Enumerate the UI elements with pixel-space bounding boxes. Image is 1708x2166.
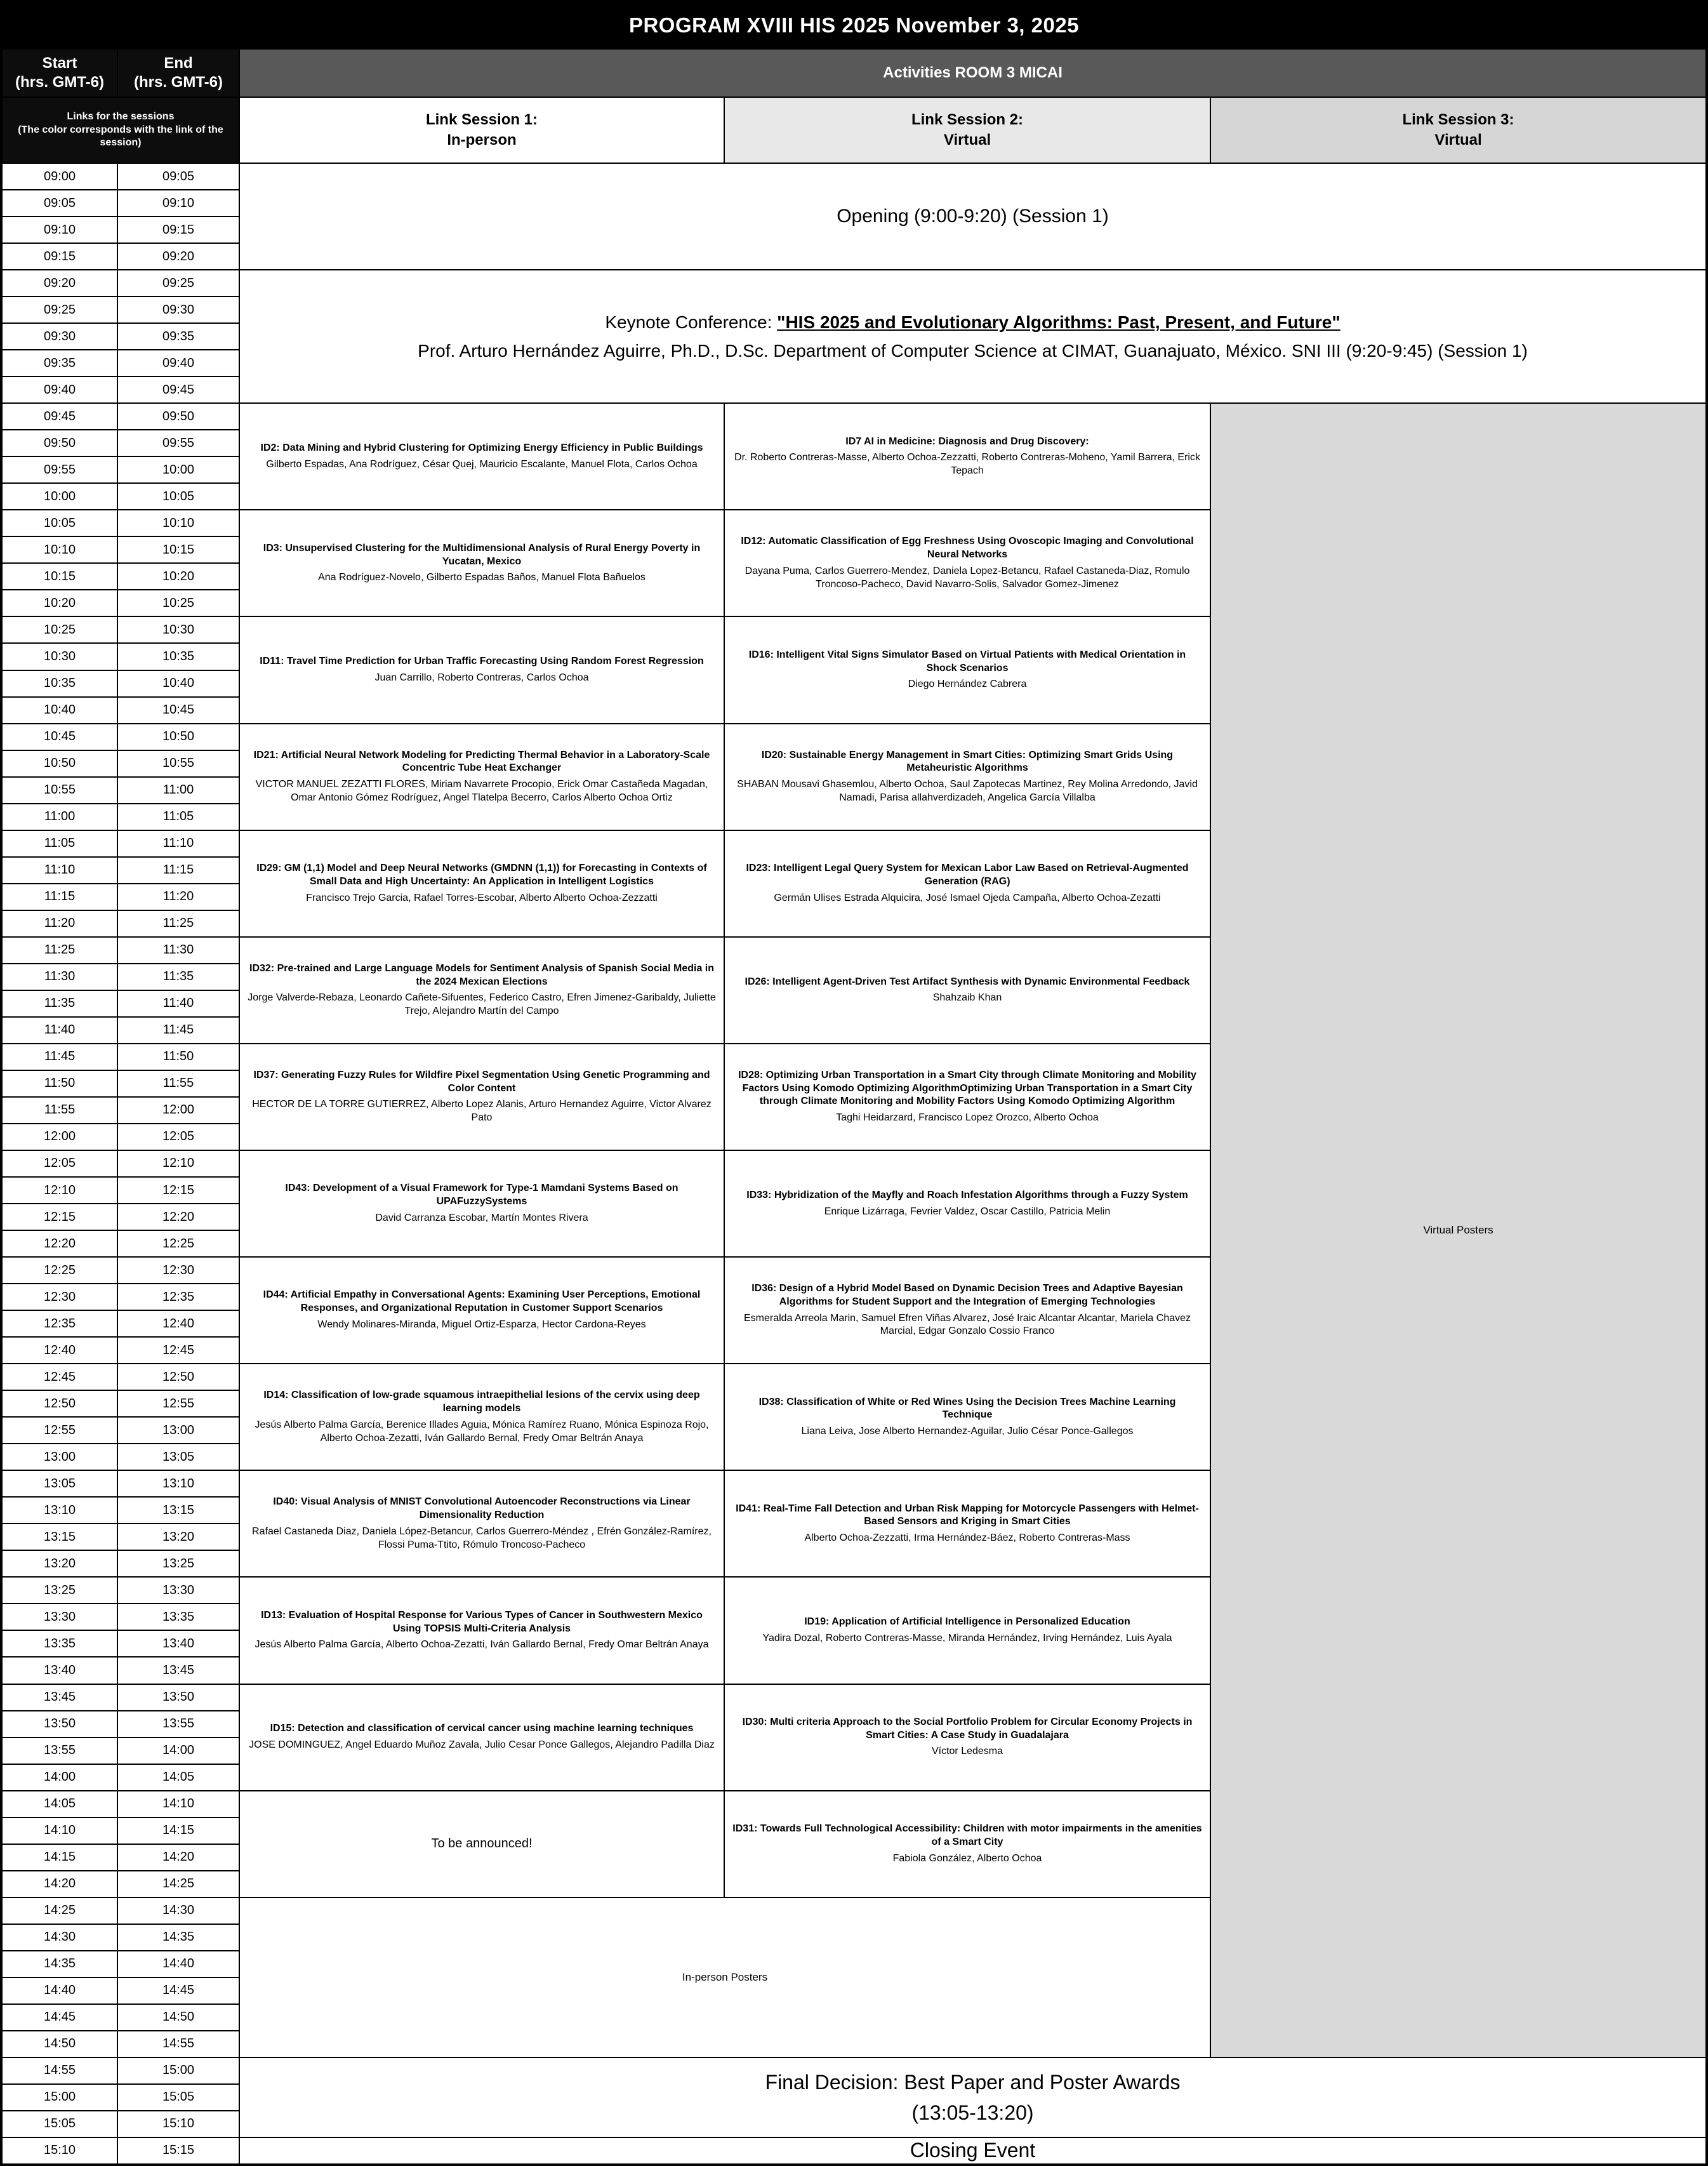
time-start-cell: 14:55 bbox=[3, 2058, 117, 2083]
time-start-cell: 11:50 bbox=[3, 1071, 117, 1096]
opening-block: Opening (9:00-9:20) (Session 1) bbox=[240, 164, 1705, 269]
paper-authors: David Carranza Escobar, Martín Montes Rivera bbox=[375, 1212, 588, 1223]
time-end-cell: 13:55 bbox=[118, 1711, 239, 1737]
time-start-cell: 14:15 bbox=[3, 1845, 117, 1870]
time-end-cell: 14:20 bbox=[118, 1845, 239, 1870]
links-note-line1: Links for the sessions bbox=[67, 110, 175, 122]
time-end-cell: 14:05 bbox=[118, 1765, 239, 1790]
time-start-cell: 13:20 bbox=[3, 1551, 117, 1576]
time-start-cell: 12:55 bbox=[3, 1418, 117, 1443]
session2-event bbox=[725, 831, 1210, 936]
time-start-cell: 14:50 bbox=[3, 2031, 117, 2057]
time-end-cell: 13:15 bbox=[118, 1498, 239, 1523]
paper-authors: Enrique Lizárraga, Fevrier Valdez, Oscar Castillo, Patricia Melin bbox=[824, 1206, 1111, 1217]
time-start-cell: 09:25 bbox=[3, 297, 117, 322]
time-end-cell: 09:40 bbox=[118, 350, 239, 376]
paper-title: ID40: Visual Analysis of MNIST Convolutional Autoencoder Reconstructions via Linear Dimensionality Reduction bbox=[273, 1496, 691, 1521]
time-end-cell: 09:55 bbox=[118, 430, 239, 456]
session2-event bbox=[725, 724, 1210, 830]
session2-event bbox=[725, 1364, 1210, 1470]
time-end-cell: 09:45 bbox=[118, 377, 239, 402]
session2-event bbox=[725, 1258, 1210, 1363]
time-start-cell: 13:40 bbox=[3, 1658, 117, 1683]
paper-title: ID41: Real-Time Fall Detection and Urban Risk Mapping for Motorcycle Passengers with Helmet-Based Sensors and Kriging in Smart Cities bbox=[736, 1503, 1199, 1527]
start-column-header bbox=[3, 50, 117, 96]
time-end-cell: 11:30 bbox=[118, 938, 239, 963]
paper-authors: Yadira Dozal, Roberto Contreras-Masse, Miranda Hernández, Irving Hernández, Luis Ayala bbox=[762, 1632, 1172, 1644]
time-start-cell: 15:10 bbox=[3, 2138, 117, 2163]
session-3-mode-label: Virtual bbox=[1434, 131, 1482, 149]
paper-authors: Francisco Trejo Garcia, Rafael Torres-Escobar, Alberto Alberto Ochoa-Zezzatti bbox=[306, 892, 658, 903]
start-timezone-label: (hrs. GMT-6) bbox=[15, 74, 104, 91]
time-end-cell: 12:20 bbox=[118, 1204, 239, 1230]
keynote-prefix: Keynote Conference: bbox=[605, 312, 778, 332]
time-start-cell: 12:40 bbox=[3, 1338, 117, 1363]
time-end-cell: 15:15 bbox=[118, 2138, 239, 2163]
paper-title: ID15: Detection and classification of cervical cancer using machine learning techniques bbox=[270, 1723, 694, 1734]
time-end-cell: 14:00 bbox=[118, 1738, 239, 1764]
paper-title: ID36: Design of a Hybrid Model Based on Dynamic Decision Trees and Adaptive Bayesian Algorithms for Student Support and the Integration of Emerging Technologies bbox=[751, 1283, 1183, 1307]
time-start-cell: 12:50 bbox=[3, 1391, 117, 1416]
start-label: Start bbox=[42, 55, 77, 72]
time-end-cell: 11:20 bbox=[118, 884, 239, 910]
time-start-cell: 13:55 bbox=[3, 1738, 117, 1764]
time-end-cell: 15:05 bbox=[118, 2085, 239, 2110]
time-start-cell: 12:15 bbox=[3, 1204, 117, 1230]
time-end-cell: 12:45 bbox=[118, 1338, 239, 1363]
paper-title: ID37: Generating Fuzzy Rules for Wildfire Pixel Segmentation Using Genetic Programming and Color Content bbox=[253, 1069, 710, 1094]
time-end-cell: 12:30 bbox=[118, 1258, 239, 1283]
time-start-cell: 10:20 bbox=[3, 590, 117, 616]
paper-authors: SHABAN Mousavi Ghasemlou, Alberto Ochoa, Saul Zapotecas Martinez, Rey Molina Arredondo, Javid Namadi, Parisa allahverdizadeh, Angelica García Villalba bbox=[737, 779, 1198, 803]
time-start-cell: 14:05 bbox=[3, 1791, 117, 1817]
time-end-cell: 13:20 bbox=[118, 1524, 239, 1550]
time-start-cell: 11:20 bbox=[3, 911, 117, 936]
time-end-cell: 10:40 bbox=[118, 671, 239, 696]
time-end-cell: 11:55 bbox=[118, 1071, 239, 1096]
header-row bbox=[3, 50, 1705, 96]
paper-title: ID44: Artificial Empathy in Conversational Agents: Examining User Perceptions, Emotional Responses, and Organizational Reputation in Customer Support Scenarios bbox=[263, 1289, 701, 1314]
paper-title: ID43: Development of a Visual Framework for Type-1 Mamdani Systems Based on UPAFuzzySystems bbox=[285, 1183, 679, 1207]
schedule-grid bbox=[3, 164, 1705, 2163]
time-start-cell: 09:30 bbox=[3, 324, 117, 349]
links-note bbox=[3, 98, 239, 163]
paper-title: ID20: Sustainable Energy Management in Smart Cities: Optimizing Smart Grids Using Metaheuristic Algorithms bbox=[761, 749, 1174, 774]
time-start-cell: 12:10 bbox=[3, 1178, 117, 1203]
time-end-cell: 12:10 bbox=[118, 1151, 239, 1176]
time-end-cell: 10:10 bbox=[118, 510, 239, 536]
time-end-cell: 14:35 bbox=[118, 1925, 239, 1950]
time-start-cell: 14:25 bbox=[3, 1898, 117, 1923]
session2-event bbox=[725, 1578, 1210, 1683]
links-note-line2: (The color corresponds with the link of the session) bbox=[18, 124, 223, 149]
session1-event bbox=[240, 617, 724, 722]
time-start-cell: 09:00 bbox=[3, 164, 117, 189]
time-start-cell: 12:00 bbox=[3, 1124, 117, 1150]
time-end-cell: 14:30 bbox=[118, 1898, 239, 1923]
time-end-cell: 13:05 bbox=[118, 1444, 239, 1470]
time-end-cell: 12:35 bbox=[118, 1284, 239, 1310]
time-end-cell: 09:15 bbox=[118, 217, 239, 243]
paper-authors: Esmeralda Arreola Marin, Samuel Efren Viñas Alvarez, José Iraic Alcantar Alcantar, Mariela Chavez Marcial, Edgar Gonzalo Cossio Franco bbox=[743, 1312, 1191, 1337]
session-1-mode-label: In-person bbox=[447, 131, 517, 149]
session1-event bbox=[240, 724, 724, 830]
session1-event bbox=[240, 831, 724, 936]
time-end-cell: 11:15 bbox=[118, 858, 239, 883]
time-start-cell: 13:45 bbox=[3, 1685, 117, 1710]
link-session-1-header[interactable] bbox=[240, 98, 724, 163]
link-session-3-header[interactable] bbox=[1211, 98, 1705, 163]
paper-authors: HECTOR DE LA TORRE GUTIERREZ, Alberto Lopez Alanis, Arturo Hernandez Aguirre, Victor Alvarez Pato bbox=[252, 1099, 712, 1124]
paper-title: ID7 AI in Medicine: Diagnosis and Drug Discovery: bbox=[845, 435, 1089, 447]
time-start-cell: 11:05 bbox=[3, 831, 117, 856]
time-end-cell: 10:15 bbox=[118, 537, 239, 562]
time-end-cell: 09:10 bbox=[118, 190, 239, 216]
time-end-cell: 11:50 bbox=[118, 1044, 239, 1070]
session1-event bbox=[240, 510, 724, 616]
keynote-speaker: Prof. Arturo Hernández Aguirre, Ph.D., D.Sc. Department of Computer Science at CIMAT, Guanajuato, México. SNI III (9:20-9:45) (Session 1) bbox=[418, 341, 1528, 361]
session2-event bbox=[725, 1685, 1210, 1790]
time-end-cell: 12:55 bbox=[118, 1391, 239, 1416]
time-end-cell: 10:45 bbox=[118, 698, 239, 723]
time-start-cell: 11:00 bbox=[3, 804, 117, 830]
time-end-cell: 13:40 bbox=[118, 1631, 239, 1656]
session2-event bbox=[725, 617, 1210, 722]
session2-event bbox=[725, 1791, 1210, 1897]
time-start-cell: 14:20 bbox=[3, 1871, 117, 1897]
time-start-cell: 12:20 bbox=[3, 1231, 117, 1256]
time-start-cell: 14:40 bbox=[3, 1978, 117, 2003]
time-start-cell: 10:30 bbox=[3, 644, 117, 669]
time-end-cell: 10:35 bbox=[118, 644, 239, 669]
time-end-cell: 12:50 bbox=[118, 1364, 239, 1390]
paper-authors: Dr. Roberto Contreras-Masse, Alberto Ochoa-Zezzatti, Roberto Contreras-Moheno, Yamil Barrera, Erick Tepach bbox=[734, 452, 1200, 477]
time-end-cell: 14:40 bbox=[118, 1951, 239, 1977]
paper-authors: Fabiola González, Alberto Ochoa bbox=[892, 1852, 1042, 1864]
time-end-cell: 10:20 bbox=[118, 564, 239, 589]
time-end-cell: 12:15 bbox=[118, 1178, 239, 1203]
paper-title: ID14: Classification of low-grade squamous intraepithelial lesions of the cervix using deep learning models bbox=[263, 1390, 700, 1414]
time-end-cell: 11:40 bbox=[118, 991, 239, 1016]
time-start-cell: 09:10 bbox=[3, 217, 117, 243]
paper-title: ID33: Hybridization of the Mayfly and Roach Infestation Algorithms through a Fuzzy System bbox=[746, 1189, 1188, 1200]
time-start-cell: 15:00 bbox=[3, 2085, 117, 2110]
time-start-cell: 10:25 bbox=[3, 617, 117, 642]
time-start-cell: 14:45 bbox=[3, 2005, 117, 2030]
time-end-cell: 09:20 bbox=[118, 244, 239, 269]
session1-event bbox=[240, 938, 724, 1043]
time-start-cell: 12:25 bbox=[3, 1258, 117, 1283]
session-2-link-label: Link Session 2: bbox=[911, 110, 1024, 128]
time-end-cell: 11:45 bbox=[118, 1018, 239, 1043]
paper-title: ID31: Towards Full Technological Accessibility: Children with motor impairments in the amenities of a Smart City bbox=[732, 1823, 1202, 1847]
session1-event bbox=[240, 1258, 724, 1363]
time-end-cell: 14:50 bbox=[118, 2005, 239, 2030]
time-end-cell: 12:05 bbox=[118, 1124, 239, 1150]
time-start-cell: 10:35 bbox=[3, 671, 117, 696]
paper-title: ID23: Intelligent Legal Query System for Mexican Labor Law Based on Retrieval-Augmented Generation (RAG) bbox=[746, 863, 1189, 887]
paper-authors: Víctor Ledesma bbox=[931, 1746, 1003, 1757]
session-links-row bbox=[3, 98, 1705, 163]
time-start-cell: 10:45 bbox=[3, 724, 117, 750]
time-start-cell: 12:35 bbox=[3, 1311, 117, 1336]
paper-authors: Jesús Alberto Palma García, Berenice Illades Aguia, Mónica Ramírez Ruano, Mónica Espinoza Rojo, Alberto Ochoa-Zezatti, Iván Gallardo Bernal, Fredy Omar Beltrán Anaya bbox=[255, 1419, 709, 1444]
time-start-cell: 10:55 bbox=[3, 778, 117, 803]
session1-event bbox=[240, 1685, 724, 1790]
session2-event bbox=[725, 510, 1210, 616]
time-start-cell: 13:10 bbox=[3, 1498, 117, 1523]
time-end-cell: 10:00 bbox=[118, 457, 239, 482]
time-end-cell: 14:15 bbox=[118, 1818, 239, 1844]
time-start-cell: 09:40 bbox=[3, 377, 117, 402]
paper-authors: Jesús Alberto Palma García, Alberto Ochoa-Zezatti, Iván Gallardo Bernal, Fredy Omar Beltrán Anaya bbox=[255, 1639, 709, 1651]
paper-authors: Germán Ulises Estrada Alquicira, José Ismael Ojeda Campaña, Alberto Ochoa-Zezatti bbox=[774, 892, 1161, 903]
paper-title: ID11: Travel Time Prediction for Urban Traffic Forecasting Using Random Forest Regression bbox=[260, 656, 704, 667]
time-end-cell: 10:50 bbox=[118, 724, 239, 750]
time-start-cell: 11:15 bbox=[3, 884, 117, 910]
paper-title: ID38: Classification of White or Red Wines Using the Decision Trees Machine Learning Technique bbox=[758, 1396, 1176, 1421]
session1-event bbox=[240, 1364, 724, 1470]
time-end-cell: 09:35 bbox=[118, 324, 239, 349]
time-end-cell: 11:25 bbox=[118, 911, 239, 936]
time-end-cell: 10:25 bbox=[118, 590, 239, 616]
time-end-cell: 14:10 bbox=[118, 1791, 239, 1817]
time-start-cell: 14:30 bbox=[3, 1925, 117, 1950]
session1-event bbox=[240, 404, 724, 509]
keynote-headline bbox=[605, 310, 1340, 335]
time-start-cell: 11:35 bbox=[3, 991, 117, 1016]
session1-event bbox=[240, 1151, 724, 1256]
paper-authors: Ana Rodríguez-Novelo, Gilberto Espadas Baños, Manuel Flota Bañuelos bbox=[318, 572, 645, 583]
time-start-cell: 14:00 bbox=[3, 1765, 117, 1790]
paper-title: ID30: Multi criteria Approach to the Social Portfolio Problem for Circular Economy Projects in Smart Cities: A Case Study in Guadalajara bbox=[742, 1716, 1193, 1741]
time-start-cell: 13:15 bbox=[3, 1524, 117, 1550]
time-end-cell: 13:30 bbox=[118, 1578, 239, 1603]
time-start-cell: 12:45 bbox=[3, 1364, 117, 1390]
time-end-cell: 13:25 bbox=[118, 1551, 239, 1576]
time-start-cell: 12:30 bbox=[3, 1284, 117, 1310]
time-end-cell: 11:35 bbox=[118, 964, 239, 990]
time-end-cell: 10:05 bbox=[118, 484, 239, 509]
session-2-mode-label: Virtual bbox=[943, 131, 991, 149]
paper-authors: Wendy Molinares-Miranda, Miguel Ortiz-Esparza, Hector Cardona-Reyes bbox=[317, 1319, 646, 1331]
time-end-cell: 12:00 bbox=[118, 1098, 239, 1123]
final-decision-title: Final Decision: Best Paper and Poster Awards bbox=[765, 2070, 1181, 2094]
time-start-cell: 10:00 bbox=[3, 484, 117, 509]
time-start-cell: 09:20 bbox=[3, 270, 117, 296]
time-start-cell: 09:05 bbox=[3, 190, 117, 216]
time-end-cell: 14:25 bbox=[118, 1871, 239, 1897]
time-start-cell: 13:00 bbox=[3, 1444, 117, 1470]
paper-title: ID12: Automatic Classification of Egg Freshness Using Ovoscopic Imaging and Convolutional Neural Networks bbox=[741, 536, 1194, 561]
session2-event bbox=[725, 938, 1210, 1043]
session1-event bbox=[240, 1471, 724, 1576]
paper-authors: Jorge Valverde-Rebaza, Leonardo Cañete-Sifuentes, Federico Castro, Efren Jimenez-Garibaldy, Juliette Trejo, Alejandro Martín del Campo bbox=[248, 992, 716, 1017]
time-start-cell: 13:30 bbox=[3, 1604, 117, 1630]
time-start-cell: 10:50 bbox=[3, 751, 117, 776]
time-end-cell: 13:45 bbox=[118, 1658, 239, 1683]
page-title: PROGRAM XVIII HIS 2025 November 3, 2025 bbox=[3, 3, 1705, 48]
activities-room-header: Activities ROOM 3 MICAI bbox=[240, 50, 1705, 96]
end-label: End bbox=[164, 55, 193, 72]
time-end-cell: 13:35 bbox=[118, 1604, 239, 1630]
paper-authors: Shahzaib Khan bbox=[932, 992, 1002, 1004]
time-end-cell: 09:50 bbox=[118, 404, 239, 429]
time-start-cell: 10:10 bbox=[3, 537, 117, 562]
paper-authors: Diego Hernández Cabrera bbox=[908, 679, 1027, 690]
time-end-cell: 14:45 bbox=[118, 1978, 239, 2003]
end-column-header bbox=[118, 50, 239, 96]
time-start-cell: 09:45 bbox=[3, 404, 117, 429]
paper-authors: Rafael Castaneda Diaz, Daniela López-Betancur, Carlos Guerrero-Méndez , Efrén González-Ramírez, Flossi Puma-Ttito, Rómulo Troncoso-Pacheco bbox=[252, 1525, 712, 1550]
paper-title: ID28: Optimizing Urban Transportation in a Smart City through Climate Monitoring and Mobility Factors Using Komodo Optimizing AlgorithmOptimizing Urban Transportation in a Smart City through Climate Monitoring and Mobility Factors Using Komodo Optimizing Algorithm bbox=[738, 1069, 1196, 1107]
link-session-2-header[interactable] bbox=[725, 98, 1210, 163]
paper-title: ID19: Application of Artificial Intelligence in Personalized Education bbox=[804, 1616, 1130, 1628]
paper-authors: Dayana Puma, Carlos Guerrero-Mendez, Daniela Lopez-Betancu, Rafael Castaneda-Diaz, Romulo Troncoso-Pacheco, David Navarro-Solis, Salvador Gomez-Jimenez bbox=[745, 565, 1190, 590]
inperson-posters-block: In-person Posters bbox=[240, 1898, 1210, 2057]
paper-authors: Alberto Ochoa-Zezzatti, Irma Hernández-Báez, Roberto Contreras-Mass bbox=[804, 1532, 1130, 1544]
time-end-cell: 12:40 bbox=[118, 1311, 239, 1336]
session2-event bbox=[725, 404, 1210, 509]
time-end-cell: 09:30 bbox=[118, 297, 239, 322]
final-decision-time: (13:05-13:20) bbox=[911, 2101, 1034, 2124]
session2-event bbox=[725, 1471, 1210, 1576]
paper-authors: VICTOR MANUEL ZEZATTI FLORES, Miriam Navarrete Procopio, Erick Omar Castañeda Magadan, Omar Antonio Gómez Rodríguez, Angel Tlatelpa Becerro, Carlos Alberto Ochoa Ortiz bbox=[255, 779, 708, 803]
end-timezone-label: (hrs. GMT-6) bbox=[133, 74, 223, 91]
paper-title: ID29: GM (1,1) Model and Deep Neural Networks (GMDNN (1,1)) for Forecasting in Contexts of Small Data and High Uncertainty: An Application in Intelligent Logistics bbox=[256, 863, 707, 887]
keynote-block bbox=[240, 270, 1705, 402]
keynote-title-link[interactable]: "HIS 2025 and Evolutionary Algorithms: Past, Present, and Future" bbox=[777, 312, 1341, 332]
session2-event bbox=[725, 1044, 1210, 1150]
paper-authors: Gilberto Espadas, Ana Rodríguez, César Quej, Mauricio Escalante, Manuel Flota, Carlos Ochoa bbox=[266, 458, 698, 470]
time-start-cell: 13:25 bbox=[3, 1578, 117, 1603]
time-end-cell: 13:50 bbox=[118, 1685, 239, 1710]
time-start-cell: 11:45 bbox=[3, 1044, 117, 1070]
time-end-cell: 12:25 bbox=[118, 1231, 239, 1256]
time-end-cell: 10:30 bbox=[118, 617, 239, 642]
time-end-cell: 15:10 bbox=[118, 2111, 239, 2137]
session-1-link-label: Link Session 1: bbox=[425, 110, 538, 128]
time-start-cell: 11:10 bbox=[3, 858, 117, 883]
time-start-cell: 10:15 bbox=[3, 564, 117, 589]
time-start-cell: 09:35 bbox=[3, 350, 117, 376]
time-start-cell: 10:05 bbox=[3, 510, 117, 536]
time-end-cell: 13:10 bbox=[118, 1471, 239, 1496]
session-3-link-label: Link Session 3: bbox=[1402, 110, 1514, 128]
time-start-cell: 11:30 bbox=[3, 964, 117, 990]
time-start-cell: 13:50 bbox=[3, 1711, 117, 1737]
time-end-cell: 15:00 bbox=[118, 2058, 239, 2083]
time-end-cell: 09:05 bbox=[118, 164, 239, 189]
paper-authors: Juan Carrillo, Roberto Contreras, Carlos Ochoa bbox=[374, 672, 589, 683]
time-end-cell: 10:55 bbox=[118, 751, 239, 776]
session1-event bbox=[240, 1578, 724, 1683]
time-end-cell: 14:55 bbox=[118, 2031, 239, 2057]
time-start-cell: 12:05 bbox=[3, 1151, 117, 1176]
time-end-cell: 11:00 bbox=[118, 778, 239, 803]
paper-title: ID26: Intelligent Agent-Driven Test Artifact Synthesis with Dynamic Environmental Feedback bbox=[745, 976, 1190, 987]
paper-authors: JOSE DOMINGUEZ, Angel Eduardo Muñoz Zavala, Julio Cesar Ponce Gallegos, Alejandro Padilla Diaz bbox=[249, 1739, 715, 1751]
tba-block: To be announced! bbox=[240, 1791, 724, 1897]
time-start-cell: 14:10 bbox=[3, 1818, 117, 1844]
time-start-cell: 09:55 bbox=[3, 457, 117, 482]
time-start-cell: 11:40 bbox=[3, 1018, 117, 1043]
paper-title: ID3: Unsupervised Clustering for the Multidimensional Analysis of Rural Energy Poverty in Yucatan, Mexico bbox=[263, 542, 701, 567]
session2-event bbox=[725, 1151, 1210, 1256]
paper-title: ID21: Artificial Neural Network Modeling for Predicting Thermal Behavior in a Laboratory-Scale Concentric Tube Heat Exchanger bbox=[253, 749, 710, 774]
time-start-cell: 10:40 bbox=[3, 698, 117, 723]
time-end-cell: 09:25 bbox=[118, 270, 239, 296]
paper-title: ID32: Pre-trained and Large Language Models for Sentiment Analysis of Spanish Social Media in the 2024 Mexican Elections bbox=[249, 962, 714, 987]
closing-event-block: Closing Event bbox=[240, 2138, 1705, 2163]
paper-authors: Liana Leiva, Jose Alberto Hernandez-Aguilar, Julio César Ponce-Gallegos bbox=[801, 1426, 1134, 1437]
time-start-cell: 13:05 bbox=[3, 1471, 117, 1496]
time-start-cell: 11:25 bbox=[3, 938, 117, 963]
paper-title: ID13: Evaluation of Hospital Response for Various Types of Cancer in Southwestern Mexico Using TOPSIS Multi-Criteria Analysis bbox=[261, 1609, 703, 1634]
time-start-cell: 13:35 bbox=[3, 1631, 117, 1656]
paper-title: ID2: Data Mining and Hybrid Clustering for Optimizing Energy Efficiency in Public Buildings bbox=[260, 442, 703, 453]
paper-title: ID16: Intelligent Vital Signs Simulator Based on Virtual Patients with Medical Orientation in Shock Scenarios bbox=[748, 649, 1186, 674]
time-start-cell: 14:35 bbox=[3, 1951, 117, 1977]
time-start-cell: 15:05 bbox=[3, 2111, 117, 2137]
session1-event bbox=[240, 1044, 724, 1150]
time-start-cell: 09:15 bbox=[3, 244, 117, 269]
time-start-cell: 11:55 bbox=[3, 1098, 117, 1123]
paper-authors: Taghi Heidarzard, Francisco Lopez Orozco, Alberto Ochoa bbox=[836, 1112, 1099, 1124]
time-start-cell: 09:50 bbox=[3, 430, 117, 456]
time-end-cell: 11:05 bbox=[118, 804, 239, 830]
time-end-cell: 11:10 bbox=[118, 831, 239, 856]
virtual-posters-block: Virtual Posters bbox=[1211, 404, 1705, 2057]
final-decision-block bbox=[240, 2058, 1705, 2137]
time-end-cell: 13:00 bbox=[118, 1418, 239, 1443]
